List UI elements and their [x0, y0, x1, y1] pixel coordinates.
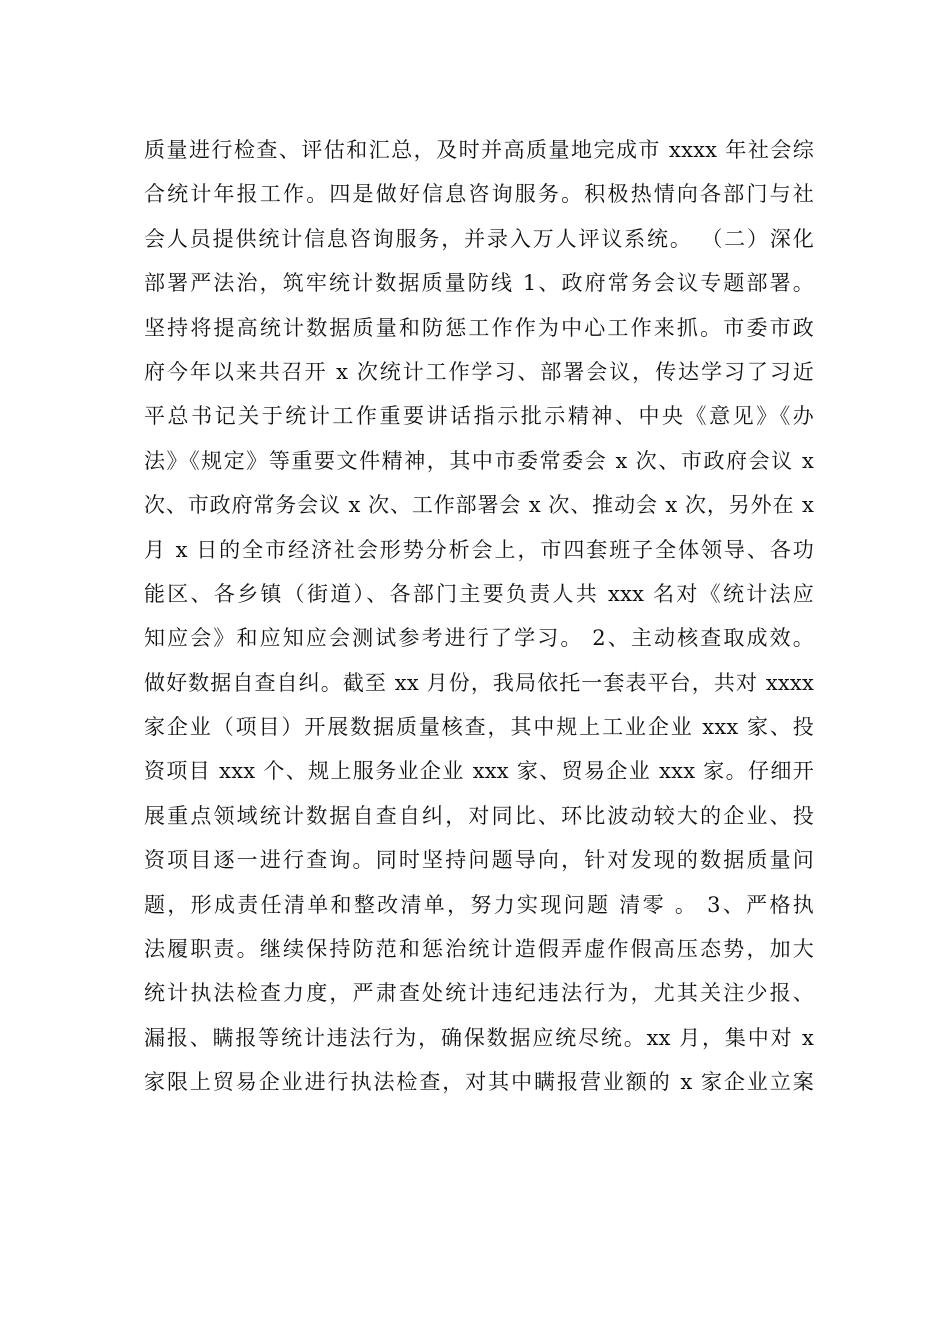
text-line: 坚持将提高统计数据质量和防惩工作作为中心工作来抓。市委市政 — [144, 315, 814, 340]
text-line: 法履职责。继续保持防范和惩治统计造假弄虚作假高压态势，加大 — [144, 937, 814, 962]
text-line: 统计执法检查力度，严肃查处统计违纪违法行为，尤其关注少报、 — [144, 981, 814, 1006]
text-line: 做好数据自查自纠。截至 xx 月份，我局依托一套表平台，共对 xxxx — [144, 670, 814, 695]
text-line: 质量进行检查、评估和汇总，及时并高质量地完成市 xxxx 年社会综 — [144, 138, 814, 162]
text-line: 题，形成责任清单和整改清单，努力实现问题 清零 。 3、严格执 — [144, 892, 814, 917]
text-line: 资项目 xxx 个、规上服务业企业 xxx 家、贸易企业 xxx 家。仔细开 — [144, 759, 814, 784]
text-line: 会人员提供统计信息咨询服务，并录入万人评议系统。 （二）深化 — [144, 226, 814, 251]
text-line: 能区、各乡镇（街道）、各部门主要负责人共 xxx 名对《统计法应 — [144, 581, 814, 606]
body-text — [144, 128, 814, 1105]
text-line: 平总书记关于统计工作重要讲话指示批示精神、中央《意见》《办 — [144, 404, 814, 429]
text-line: 知应会》和应知应会测试参考进行了学习。 2、主动核查取成效。 — [144, 626, 814, 651]
text-line: 家企业（项目）开展数据质量核查，其中规上工业企业 xxx 家、投 — [144, 715, 814, 740]
text-line: 月 x 日的全市经济社会形势分析会上，市四套班子全体领导、各功 — [144, 537, 814, 562]
text-line: 家限上贸易企业进行执法检查，对其中瞒报营业额的 x 家企业立案 — [144, 1070, 814, 1095]
text-line: 资项目逐一进行查询。同时坚持问题导向，针对发现的数据质量问 — [144, 848, 814, 873]
text-line: 府今年以来共召开 x 次统计工作学习、部署会议，传达学习了习近 — [144, 359, 814, 384]
text-line: 合统计年报工作。四是做好信息咨询服务。积极热情向各部门与社 — [144, 182, 814, 207]
text-line: 部署严法治，筑牢统计数据质量防线 1、政府常务会议专题部署。 — [144, 271, 814, 296]
text-line: 展重点领域统计数据自查自纠，对同比、环比波动较大的企业、投 — [144, 803, 814, 828]
text-line: 法》《规定》等重要文件精神，其中市委常委会 x 次、市政府会议 x — [144, 448, 814, 473]
text-line: 次、市政府常务会议 x 次、工作部署会 x 次、推动会 x 次，另外在 x — [144, 493, 814, 518]
text-line: 漏报、瞒报等统计违法行为，确保数据应统尽统。xx 月，集中对 x — [144, 1025, 814, 1050]
